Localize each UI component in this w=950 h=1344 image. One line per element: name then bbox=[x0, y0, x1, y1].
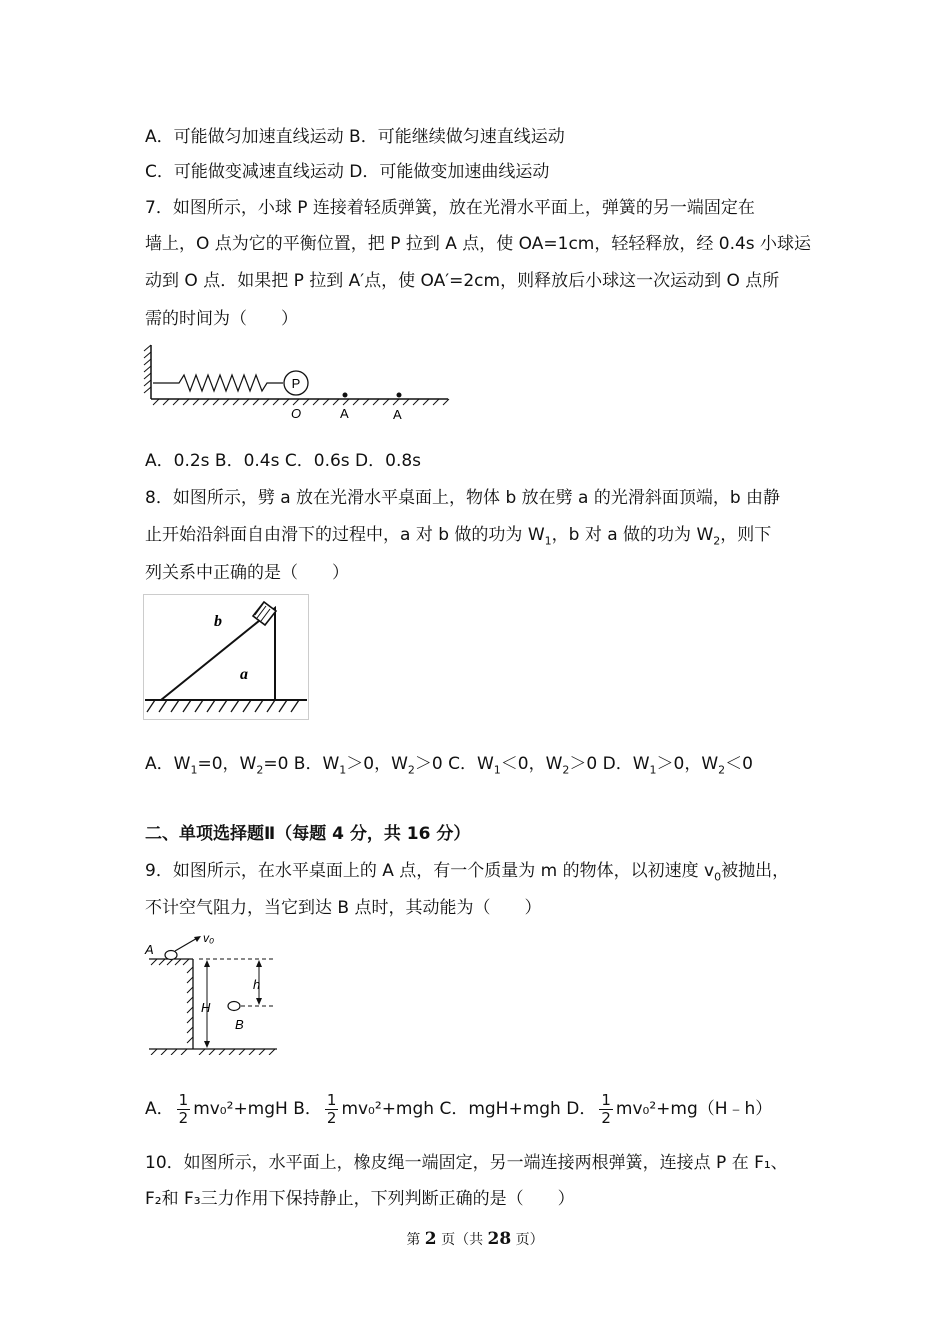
q8-line2-sub1: 1 bbox=[544, 534, 552, 548]
q6-options-line2: C．可能做变减速直线运动 D．可能做变加速曲线运动 bbox=[145, 162, 550, 182]
q8-sub: 1 bbox=[339, 763, 347, 777]
q10-text-line2: F₂和 F₃三力作用下保持静止，下列判断正确的是（ ） bbox=[145, 1189, 575, 1209]
q9-optB-text: mv₀²+mgh C．mgH+mgh D． bbox=[341, 1099, 597, 1119]
q9-optA-prefix: A． bbox=[145, 1099, 174, 1119]
footer-middle: 页（共 bbox=[436, 1232, 488, 1248]
q8-text-line2 bbox=[145, 524, 771, 552]
q8-optB-rest: ＞0，W bbox=[346, 754, 408, 774]
q7-fig-label-o: O bbox=[291, 406, 302, 421]
q9-fig-label-H: H bbox=[201, 1000, 211, 1015]
q9-fraction bbox=[177, 1092, 191, 1127]
q8-options bbox=[145, 753, 753, 781]
q7-spring-figure bbox=[143, 343, 453, 423]
q8-sub: 2 bbox=[256, 763, 264, 777]
footer-prefix: 第 bbox=[406, 1232, 425, 1248]
footer-page-number: 2 bbox=[424, 1229, 437, 1249]
q7-fig-label-a2: A bbox=[393, 407, 402, 422]
q8-line2-b: ，b 对 a 做的功为 W bbox=[551, 525, 714, 545]
q8-optA: A．W bbox=[145, 754, 191, 774]
q8-optC-rest: ＜0，W bbox=[500, 754, 563, 774]
q8-text-line3: 列关系中正确的是（ ） bbox=[145, 563, 349, 583]
frac-den: 2 bbox=[178, 1108, 189, 1127]
q9-line1-a: 9．如图所示，在水平桌面上的 A 点，有一个质量为 m 的物体，以初速度 v bbox=[145, 861, 715, 881]
frac-num: 1 bbox=[326, 1090, 337, 1109]
q8-optA-end: =0 B．W bbox=[263, 754, 340, 774]
q9-line1-sub: 0 bbox=[714, 870, 722, 884]
q7-text-line4: 需的时间为（ ） bbox=[145, 309, 298, 329]
q7-text-line2: 墙上，O 点为它的平衡位置，把 P 拉到 A 点，使 OA=1cm，轻轻释放，经 0.4s 小球运 bbox=[145, 234, 812, 254]
frac-num: 1 bbox=[601, 1090, 611, 1109]
q9-optA-text: mv₀²+mgH B． bbox=[193, 1099, 322, 1119]
footer-total-pages: 28 bbox=[487, 1229, 512, 1249]
frac-den: 2 bbox=[601, 1108, 611, 1127]
q7-options: A．0.2s B．0.4s C．0.6s D．0.8s bbox=[145, 451, 422, 471]
q8-sub: 2 bbox=[718, 763, 726, 777]
q8-sub: 1 bbox=[493, 763, 501, 777]
q8-sub: 2 bbox=[562, 763, 570, 777]
q8-optB-end: ＞0 C．W bbox=[414, 754, 494, 774]
q9-fraction bbox=[599, 1092, 613, 1127]
q8-line2-c: ，则下 bbox=[720, 525, 772, 545]
q8-sub: 1 bbox=[190, 763, 198, 777]
q6-options-line1: A．可能做匀加速直线运动 B．可能继续做匀速直线运动 bbox=[145, 127, 565, 147]
q9-fraction bbox=[325, 1092, 339, 1127]
q7-text-line3: 动到 O 点．如果把 P 拉到 A′点，使 OA′=2cm，则释放后小球这一次运动到 O 点所 bbox=[145, 271, 780, 291]
frac-num: 1 bbox=[178, 1090, 189, 1109]
page-footer bbox=[0, 1229, 950, 1249]
q8-sub: 1 bbox=[649, 763, 657, 777]
q8-optC-end: ＞0 D．W bbox=[569, 754, 650, 774]
footer-suffix: 页） bbox=[511, 1232, 544, 1248]
frac-den: 2 bbox=[326, 1108, 337, 1127]
q8-wedge-figure bbox=[143, 594, 309, 720]
q10-text-line1: 10．如图所示，水平面上，橡皮绳一端固定，另一端连接两根弹簧，连接点 P 在 F₁、 bbox=[145, 1153, 788, 1173]
q8-line2-sub2: 2 bbox=[713, 534, 721, 548]
q9-projectile-figure bbox=[143, 929, 279, 1055]
q9-fig-label-a: A bbox=[145, 942, 154, 957]
q9-optD-text: mv₀²+mg（H﹣h） bbox=[615, 1099, 773, 1119]
q8-fig-label-a: a bbox=[240, 666, 248, 683]
q8-line2-a: 止开始沿斜面自由滑下的过程中，a 对 b 做的功为 W bbox=[145, 525, 545, 545]
q8-sub: 2 bbox=[407, 763, 415, 777]
q8-fig-label-b: b bbox=[214, 613, 222, 630]
q8-optD-end: ＜0 bbox=[725, 754, 753, 774]
q8-text-line1: 8．如图所示，劈 a 放在光滑水平桌面上，物体 b 放在劈 a 的光滑斜面顶端，b 由静 bbox=[145, 488, 781, 508]
q7-text-line1: 7．如图所示，小球 P 连接着轻质弹簧，放在光滑水平面上，弹簧的另一端固定在 bbox=[145, 198, 755, 218]
q9-line1-b: 被抛出， bbox=[721, 861, 790, 881]
q7-fig-label-a1: A bbox=[340, 406, 349, 421]
section2-title: 二、单项选择题Ⅱ（每题 4 分，共 16 分） bbox=[145, 824, 471, 844]
q7-fig-label-p: P bbox=[291, 376, 301, 391]
q9-options bbox=[145, 1090, 772, 1128]
q9-text-line2: 不计空气阻力，当它到达 B 点时，其动能为（ ） bbox=[145, 898, 542, 918]
q9-fig-label-h: h bbox=[253, 977, 261, 992]
q9-fig-label-v0: v₀ bbox=[203, 931, 215, 945]
q9-text-line1 bbox=[145, 860, 789, 888]
q9-fig-label-b: B bbox=[235, 1017, 244, 1032]
q8-optA-rest: =0，W bbox=[197, 754, 257, 774]
q8-optD-rest: ＞0，W bbox=[656, 754, 719, 774]
